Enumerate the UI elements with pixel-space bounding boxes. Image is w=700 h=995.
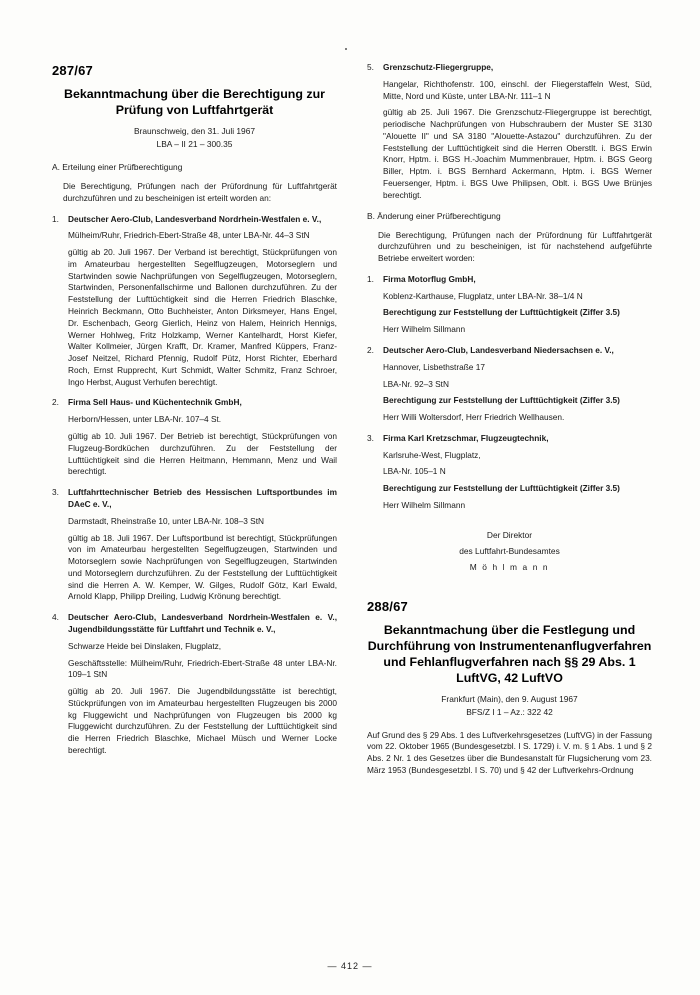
right-doc-title: Bekanntmachung über die Festlegung und Durchführung von Instrumentenanflugverfahren und Fehlanflugverfahren nach §§ 29 Abs. 1 LuftVG, 42 LuftVO xyxy=(367,623,652,685)
list-item-number: 5. xyxy=(367,62,374,72)
left-reference-number: LBA – II 21 – 300.35 xyxy=(156,139,233,150)
signature-line-1: Der Direktor xyxy=(486,529,533,540)
section-a-item-list xyxy=(52,214,337,757)
list-item-text: Herr Wilhelm Sillmann xyxy=(383,500,466,511)
list-item-text: gültig ab 25. Juli 1967. Die Grenzschutz-Fliegergruppe ist berechtigt, periodische Nachprüfungen von Hubschraubern der Muster SE 3130 "Alouette II" und SA 3180 "Alouette-Astazou" durchzuführen. Zu der Feststellung der Lufttüchtigkeit sind die Herren Oberstlt. i. BGS Erwin Knorr, Hptm. i. BGS H.-Joachim Mummenbrauer, Hptm. i. BGS Georg Biller, Hptm. i. BGS Bernhard Ackermann, Hptm. i. BGS Werner Feuersenger, Hptm. i. BGS Uwe Philipsen, Oblt. i. BGS Uwe Brünjes berechtigt. xyxy=(383,107,652,200)
right-column xyxy=(367,62,652,942)
list-item-number: 2. xyxy=(367,344,374,355)
list-item xyxy=(52,397,337,478)
section-a-heading: A. Erteilung einer Prüfberechtigung xyxy=(52,162,183,173)
list-item-text: Koblenz-Karthause, Flugplatz, unter LBA-Nr. 38–1/4 N xyxy=(383,290,583,301)
left-doc-title: Bekanntmachung über die Berechtigung zur Prüfung von Luftfahrtgerät xyxy=(64,87,325,118)
list-item-number: 1. xyxy=(367,273,374,284)
list-item-heading: Deutscher Aero-Club, Landesverband Nordrhein-Westfalen e. V., Jugendbildungsstätte für Luftfahrt und Technik e. V., xyxy=(68,612,337,634)
list-item-heading: Firma Motorflug GmbH, xyxy=(383,273,476,284)
two-column-layout xyxy=(52,62,652,942)
signature-line-2: des Luftfahrt-Bundesamtes xyxy=(459,545,560,556)
list-item-text: Hangelar, Richthofenstr. 100, einschl. der Fliegerstaffeln West, Süd, Mitte, Nord und Küste, unter LBA-Nr. 111–1 N xyxy=(383,78,652,101)
right-doc-number: 288/67 xyxy=(367,598,408,614)
left-doc-number: 287/67 xyxy=(52,63,93,78)
signature-block xyxy=(367,528,652,576)
list-item-text: Herr Willi Woltersdorf, Herr Friedrich Wellhausen. xyxy=(383,412,565,423)
right-place-date: Frankfurt (Main), den 9. August 1967 xyxy=(441,693,578,704)
page-speck xyxy=(345,48,347,50)
section-b-heading: B. Änderung einer Prüfberechtigung xyxy=(367,210,501,221)
list-item-heading: Firma Sell Haus- und Küchentechnik GmbH, xyxy=(68,397,242,408)
second-document xyxy=(367,598,652,777)
list-item-text: Schwarze Heide bei Dinslaken, Flugplatz, xyxy=(68,640,222,651)
list-item-text: Herborn/Hessen, unter LBA-Nr. 107–4 St. xyxy=(68,414,222,425)
list-item-text: gültig ab 20. Juli 1967. Die Jugendbildungsstätte ist berechtigt, Stückprüfungen von im Amateurbau hergestellten Flugzeugen bis 2000 kg Fluggewicht und Nachprüfungen von Flugzeugen bis 2000 kg Fluggewicht durchzuführen. Zu der Feststellung der Lufttüchtigkeit sind die Herren Friedrich Blaschke, Michael Müsch und Werner Locke berechtigt. xyxy=(68,686,337,755)
list-item-number: 4. xyxy=(52,612,59,623)
list-item-text: Herr Wilhelm Sillmann xyxy=(383,324,466,335)
list-item-text: LBA-Nr. 105–1 N xyxy=(383,466,446,477)
list-item-text: gültig ab 20. Juli 1967. Der Verband ist berechtigt, Stückprüfungen von im Amateurbau hergestellten Segelflugzeugen, Motorseglern und Startwinden sowie Nachprüfungen von Segelflugzeugen, Motorseglern, Startwinden, Personenfallschirme und Ballonen durchzuführen. Zu der Feststellung der Lufttüchtigkeit sind die Herren Friedrich Blaschke, Heinrich Beckmann, Otto Buchheister, Anton Dirksmeyer, Hans Engel, Dr. Eschenbach, Georg Gierlich, Heinz von Halem, Heinrich Hennigs, Werner Hohlweg, Fritz Holzkamp, Werner Kantelhardt, Horst Kiefer, Walter Kollmeier, Jürgen Krafft, Dr. Kramer, Manfred Küppers, Franz-Josef Neitzel, Richard Pfennig, Rudolf Pütz, Horst Richter, Eberhard Roch, Ernst Rupprecht, Kurt Schmidt, Walter Schmitz, Franz Schroer, Ingo Herbst, August Verhufen berechtigt. xyxy=(68,247,337,387)
right-doc-body: Auf Grund des § 29 Abs. 1 des Luftverkehrsgesetzes (LuftVG) in der Fassung vom 22. Oktober 1965 (Bundesgesetzbl. I S. 1729) i. V. m. § 1 Abs. 1 und § 2 Abs. 2 Nr. 1 des Gesetzes über die Bundesanstalt für Flugsicherung vom 23. März 1953 (Bundesgesetzbl. I S. 70) und § 42 der Luftverkehrs-Ordnung xyxy=(367,729,653,775)
list-item-heading: Grenzschutz-Fliegergruppe, xyxy=(383,62,494,72)
list-item-number: 1. xyxy=(52,213,59,224)
list-item-text: LBA-Nr. 92–3 StN xyxy=(383,378,449,389)
list-item-text: gültig ab 18. Juli 1967. Der Luftsportbund ist berechtigt, Stückprüfungen von im Amateurbau hergestellten Segelflugzeugen, Startwinden und Motorseglern sowie Nachprüfungen von Segelflugzeugen, Startwinden und Motorseglern durchzuführen. Zu der Feststellung der Lufttüchtigkeit sind die Herren A. W. Kemper, W. Gilges, Rudolf Götz, Karl Ewald, Arnold Klapp, Philipp Dreiling, Ludwig Krönung berechtigt. xyxy=(68,532,337,602)
list-item-heading: Firma Karl Kretzschmar, Flugzeugtechnik, xyxy=(383,432,549,443)
section-a-intro: Die Berechtigung, Prüfungen nach der Prüfordnung für Luftfahrtgerät durchzuführen und zu bescheinigen ist erteilt worden an: xyxy=(63,180,337,203)
list-item-text: Karlsruhe-West, Flugplatz, xyxy=(383,449,481,460)
section-a-item-list-continued xyxy=(367,62,652,202)
list-item-heading: Berechtigung zur Feststellung der Lufttüchtigkeit (Ziffer 3.5) xyxy=(383,395,620,406)
section-b-intro: Die Berechtigung, Prüfungen nach der Prüfordnung für Luftfahrtgerät durchzuführen und zu bescheinigen, ist für nachstehend aufgeführte Betriebe erweitert worden: xyxy=(378,229,652,264)
list-item-text: Darmstadt, Rheinstraße 10, unter LBA-Nr. 108–3 StN xyxy=(68,515,264,526)
list-item xyxy=(367,433,652,512)
list-item-heading: Luftfahrttechnischer Betrieb des Hessischen Luftsportbundes im DAeC e. V., xyxy=(68,487,337,509)
list-item xyxy=(367,345,652,424)
list-item-text: Geschäftsstelle: Mülheim/Ruhr, Friedrich-Ebert-Straße 48 unter LBA-Nr. 109–1 StN xyxy=(68,657,337,680)
section-b-item-list xyxy=(367,274,652,512)
left-place-date: Braunschweig, den 31. Juli 1967 xyxy=(133,126,256,137)
page-number: — 412 — xyxy=(327,961,373,971)
list-item-number: 3. xyxy=(367,432,374,443)
list-item-text: Hannover, Lisbethstraße 17 xyxy=(383,361,485,372)
list-item xyxy=(52,612,337,757)
list-item xyxy=(52,487,337,603)
list-item xyxy=(52,214,337,389)
list-item-number: 3. xyxy=(52,487,59,498)
list-item-heading: Deutscher Aero-Club, Landesverband Nordrhein-Westfalen e. V., xyxy=(68,213,322,224)
list-item-number: 2. xyxy=(52,397,59,408)
left-column xyxy=(52,62,337,942)
list-item xyxy=(367,274,652,336)
list-item-heading: Deutscher Aero-Club, Landesverband Niedersachsen e. V., xyxy=(383,344,614,355)
list-item xyxy=(367,62,652,202)
right-reference-number: BFS/Z I 1 – Az.: 322 42 xyxy=(466,706,553,717)
signature-line-3: M ö h l m a n n xyxy=(469,561,550,572)
list-item-heading: Berechtigung zur Feststellung der Lufttüchtigkeit (Ziffer 3.5) xyxy=(383,307,620,318)
list-item-text: gültig ab 10. Juli 1967. Der Betrieb ist berechtigt, Stückprüfungen von Flugzeug-Bordküchen durchzuführen. Zu der Feststellung der Lufttüchtigkeit sind die Herren Heitmann, Hemmann, Menz und Wail berechtigt. xyxy=(68,431,337,477)
list-item-text: Mülheim/Ruhr, Friedrich-Ebert-Straße 48, unter LBA-Nr. 44–3 StN xyxy=(68,230,310,241)
list-item-heading: Berechtigung zur Feststellung der Lufttüchtigkeit (Ziffer 3.5) xyxy=(383,483,620,494)
